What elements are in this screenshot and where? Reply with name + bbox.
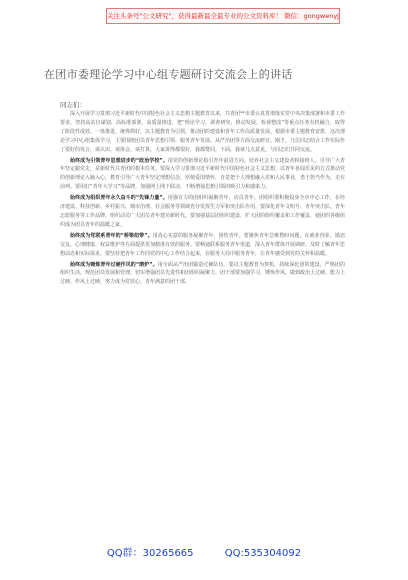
paragraph-4: 始终成为锤炼青年过硬作风的“熔炉”。用全面从严治团锻造过硬队伍。要以主题教育为契机，持续深化团的建设，严格团的组织生活，规范团员发展和管理，切实增强团员先进性和团组织凝聚力。团干部要加强学习、锤炼作风，做到政治上过硬、能力上过硬、作风上过硬，努力成为党放心、青年满意的团干部。 — [60, 261, 345, 286]
paragraph-2: 始终成为组织青年永久奋斗的“先锋力量”。用强有力的团组织凝聚青年、动员青年。团组织要积极投身全市中心工作，在经济建设、科技创新、乡村振兴、城市治理、社会服务等领域充分发挥生力军和突击队作用。要深化青年文明号、青年突击队、青年志愿服务等工作品牌，组织动员广大团员青年建功新时代。要加强基层团组织建设，扩大团的组织覆盖和工作覆盖，使团的各级组织成为团员青年的温暖之家。 — [60, 195, 345, 228]
contact-footer — [0, 544, 408, 559]
paragraph-4-heading: 始终成为锤炼青年过硬作风的“熔炉”。 — [70, 261, 158, 268]
paragraph-1-heading: 始终成为引领青年思想进步的“政治学校”。 — [70, 157, 168, 164]
promo-banner: 关注头条号"公文研究"，获得最新最全最专业的公文资料库！ 微信：gongwenyj — [106, 8, 340, 24]
qq-group-text: QQ群：30265665 — [106, 548, 194, 559]
paragraph-1: 始终成为引领青年思想进步的“政治学校”。用党的创新理论指引青年前进方向。培养社会主义建设者和接班人，引导广大青年坚定跟党走，是新时代共青团的根本任务。要深入学习贯彻习近平新时代中国特色社会主义思想，以青年喜闻乐见的方式推动党的创新理论入脑入心，教育引导广大青年坚定理想信念，厚植爱国情怀，自觉把个人理想融入党和人民事业，勇于担当作为，走在前列。要用好“青年大学习”等品牌，加强网上网下联动，不断增强思想引领的吸引力和感染力。 — [60, 157, 345, 191]
qq-text: QQ:535304092 — [224, 548, 302, 559]
page-title: 在团市委理论学习中心组专题研讨交流会上的讲话 — [44, 68, 293, 81]
speech-body — [60, 110, 345, 538]
paragraph-3-heading: 始终成为党联系青年的“桥梁纽带”。 — [70, 232, 153, 239]
paragraph-2-heading: 始终成为组织青年永久奋斗的“先锋力量”。 — [70, 195, 168, 202]
paragraph-intro: 深入开展学习贯彻习近平新时代中国特色社会主义思想主题教育以来，共青团**市委认真贯彻落实党中央决策部署和市委工作要求，坚持高站位谋划、高标准部署、高质量推进，把“理论学习、调查研究、推动发展、检视整改”等重点任务有机融合，取得了阶段性成效。一体推进、统筹抓好，以主题教育为引领，推动团的建设和青年工作高质量发展。根据市委主题教育安排，这次理论学习中心组集体学习，主要围绕团员青年思想引领、服务青年发展、从严治团等方面交流研讨。刚才，几位同志结合工作实际作了很好的发言，谈认识、谈体会、谈打算，大家讲得都很好，我都赞同。下面，我谈几点意见，与同志们共同交流。 — [60, 111, 345, 153]
paragraph-3: 始终成为党联系青年的“桥梁纽带”。用真心实意的服务凝聚青年、团结青年。要聚焦青年急难愁盼问题，在就业创业、婚恋交友、心理健康、权益维护等方面提供更加精准有效的服务。要畅通联系服务青年渠道，深入青年群体开展调研，及时了解青年思想动态和实际需求。要坚持把青年工作同党的中心工作结合起来，在服务大局中服务青年，让青年感受到党的关怀和温暖。 — [60, 232, 345, 257]
salutation: 同志们： — [60, 101, 86, 109]
